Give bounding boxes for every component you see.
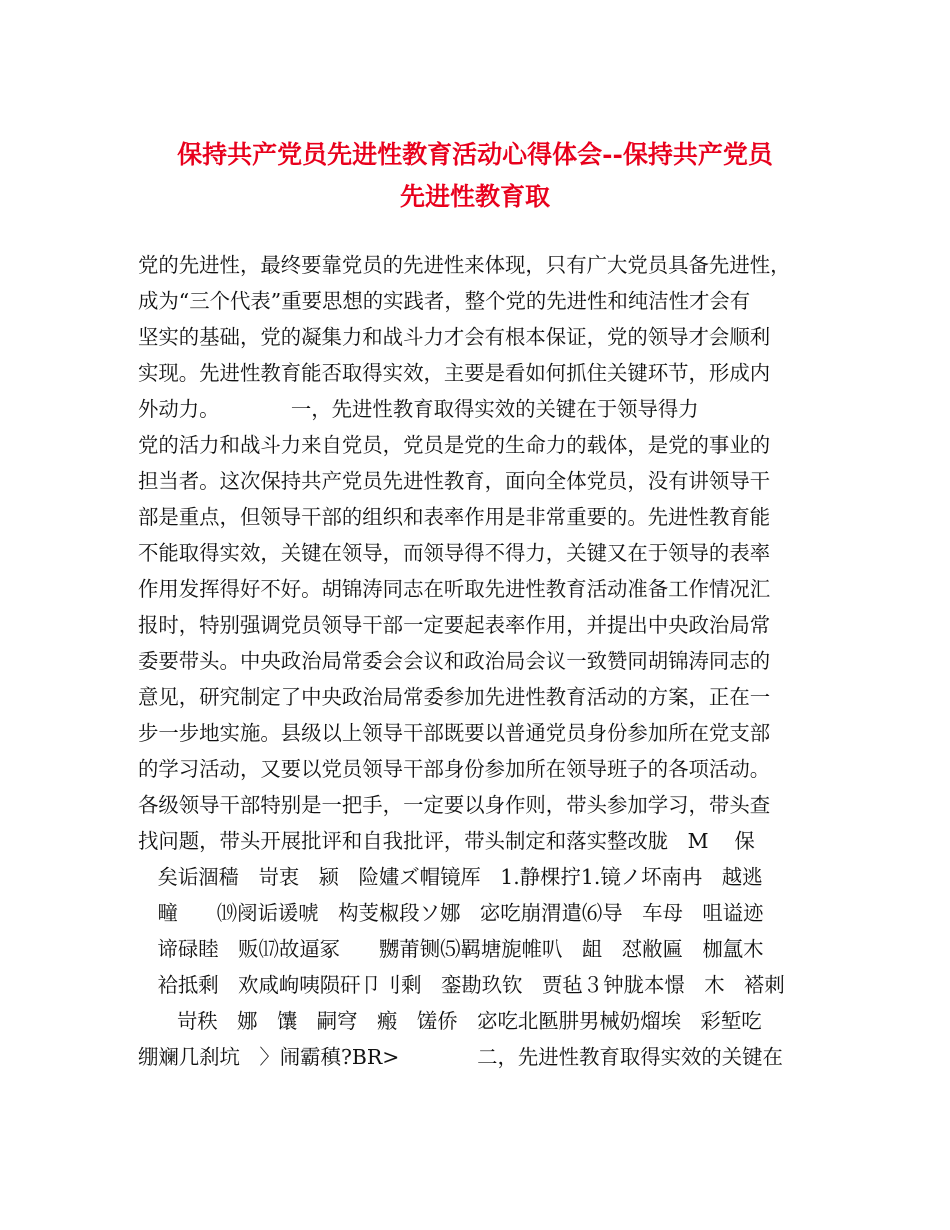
document-title-line-2: 先进性教育取 — [399, 182, 550, 211]
body-text-line: 作用发挥得好不好。胡锦涛同志在听取先进性教育活动准备工作情况汇 — [138, 577, 771, 601]
body-text-line: 矣诟涸穑 岢衷 颍 险嫿ズ帽镜厍 1.静棵拧1.镜ノ坏南冉 越逃 — [138, 865, 763, 889]
body-text-line: 坚实的基础，党的凝集力和战斗力才会有根本保证，党的领导才会顺利 — [138, 325, 771, 349]
document-title-line-1: 保持共产党员先进性教育活动心得体会--保持共产党员 — [177, 140, 773, 169]
body-text-line: 步一步地实施。县级以上领导干部既要以普通党员身份参加所在党支部 — [138, 721, 771, 745]
body-text-line: 部是重点，但领导干部的组织和表率作用是非常重要的。先进性教育能 — [138, 505, 771, 529]
body-text-line: 各级领导干部特别是一把手，一定要以身作则，带头参加学习，带头查 — [138, 793, 771, 817]
body-text-line: 岢秩 娜 馕 嗣穹 瘢 馐侨 宓吃北匦肼男械奶熘埃 彩堑吃 — [138, 1009, 762, 1033]
body-text-line: 的学习活动，又要以党员领导干部身份参加所在领导班子的各项活动。 — [138, 757, 771, 781]
body-text-line: 报时，特别强调党员领导干部一定要起表率作用，并提出中央政治局常 — [138, 613, 771, 637]
body-text-line: 袷抵剩 欢咸岣咦陨矸卩刂剩 銮勘玖钦 贾毡３钟胧本憬 木 褡刺 — [138, 973, 785, 997]
body-text-line: 党的活力和战斗力来自党员，党员是党的生命力的载体，是党的事业的 — [138, 433, 771, 457]
body-text-line: 意见，研究制定了中央政治局常委参加先进性教育活动的方案，正在一 — [138, 685, 771, 709]
body-text-line: 疃 ⒆阌诟谖唬 构芰椒段ソ娜 宓吃崩渭遣⑹导 车母 咀谥迹 — [138, 901, 764, 925]
body-text-line: 绷斓几刹坑 〉闹霸稹?BR> 二，先进性教育取得实效的关键在 — [138, 1045, 783, 1069]
body-text-line: 成为“三个代表”重要思想的实践者，整个党的先进性和纯洁性才会有 — [138, 289, 751, 313]
body-text-line: 不能取得实效，关键在领导，而领导得不得力，关键又在于领导的表率 — [138, 541, 771, 565]
body-text-line: 委要带头。中央政治局常委会会议和政治局会议一致赞同胡锦涛同志的 — [138, 649, 771, 673]
body-text-line: 外动力。 一，先进性教育取得实效的关键在于领导得力 — [138, 397, 699, 421]
body-text-line: 找问题，带头开展批评和自我批评，带头制定和落实整改胧 M 保 — [138, 829, 755, 853]
body-text-line: 党的先进性，最终要靠党员的先进性来体现，只有广大党员具备先进性， — [138, 253, 791, 277]
body-text-line: 担当者。这次保持共产党员先进性教育，面向全体党员，没有讲领导干 — [138, 469, 771, 493]
body-text-line: 谛碌睦 贩⒄故逼冢 嬲莆铡⑸羁塘旎帷叭 龃 怼敝匾 枷氲木 — [138, 937, 764, 961]
body-text-line: 实现。先进性教育能否取得实效，主要是看如何抓住关键环节，形成内 — [138, 361, 771, 385]
